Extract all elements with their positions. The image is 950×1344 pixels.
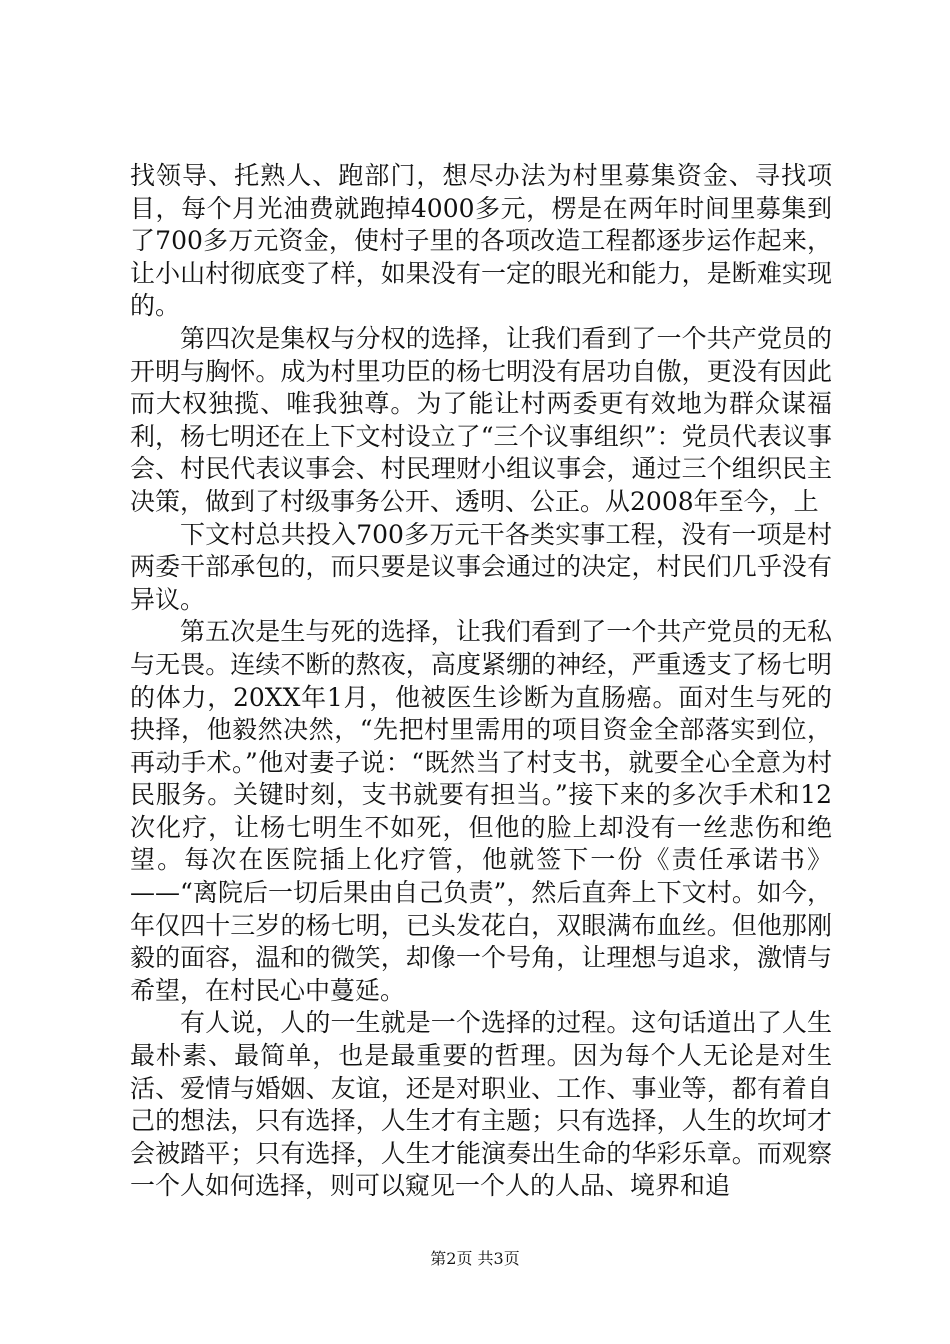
paragraph: 第五次是生与死的选择，让我们看到了一个共产党员的无私与无畏。连续不断的熬夜，高度紧绷的神经，严重透支了杨七明的体力，20XX年1月，他被医生诊断为直肠癌。面对生与死的抉择，他毅然决然，“先把村里需用的项目资金全部落实到位，再动手术。”他对妻子说：“既然当了村支书，就要全心全意为村民服务。关键时刻，支书就要有担当。”接下来的多次手术和12次化疗，让杨七明生不如死，但他的脸上却没有一丝悲伤和绝望。每次在医院插上化疗管，他就签下一份《责任承诺书》——“离院后一切后果由自己负责”，然后直奔上下文村。如今，年仅四十三岁的杨七明，已头发花白，双眼满布血丝。但他那刚毅的面容，温和的微笑，却像一个号角，让理想与追求，激情与希望，在村民心中蔓延。 — [130, 617, 832, 1005]
paragraph: 下文村总共投入700多万元干各类实事工程，没有一项是村两委干部承包的，而只要是议事会通过的决定，村民们几乎没有异议。 — [130, 519, 832, 614]
paragraph: 第四次是集权与分权的选择，让我们看到了一个共产党员的开明与胸怀。成为村里功臣的杨七明没有居功自傲，更没有因此而大权独揽、唯我独尊。为了能让村两委更有效地为群众谋福利，杨七明还在上下文村设立了“三个议事组织”：党员代表议事会、村民代表议事会、村民理财小组议事会，通过三个组织民主决策，做到了村级事务公开、透明、公正。从2008年至今，上 — [130, 323, 832, 516]
page-number-footer: 第2页 共3页 — [430, 1249, 520, 1268]
paragraph: 有人说，人的一生就是一个选择的过程。这句话道出了人生最朴素、最简单，也是最重要的哲理。因为每个人无论是对生活、爱情与婚姻、友谊，还是对职业、工作、事业等，都有着自己的想法，只有选择，人生才有主题；只有选择，人生的坎坷才会被踏平；只有选择，人生才能演奏出生命的华彩乐章。而观察一个人如何选择，则可以窥见一个人的人品、境界和追 — [130, 1008, 832, 1201]
paragraph: 找领导、托熟人、跑部门，想尽办法为村里募集资金、寻找项目，每个月光油费就跑掉4000多元，楞是在两年时间里募集到了700多万元资金，使村子里的各项改造工程都逐步运作起来，让小山村彻底变了样，如果没有一定的眼光和能力，是断难实现的。 — [130, 161, 832, 321]
body-text — [130, 160, 832, 1203]
